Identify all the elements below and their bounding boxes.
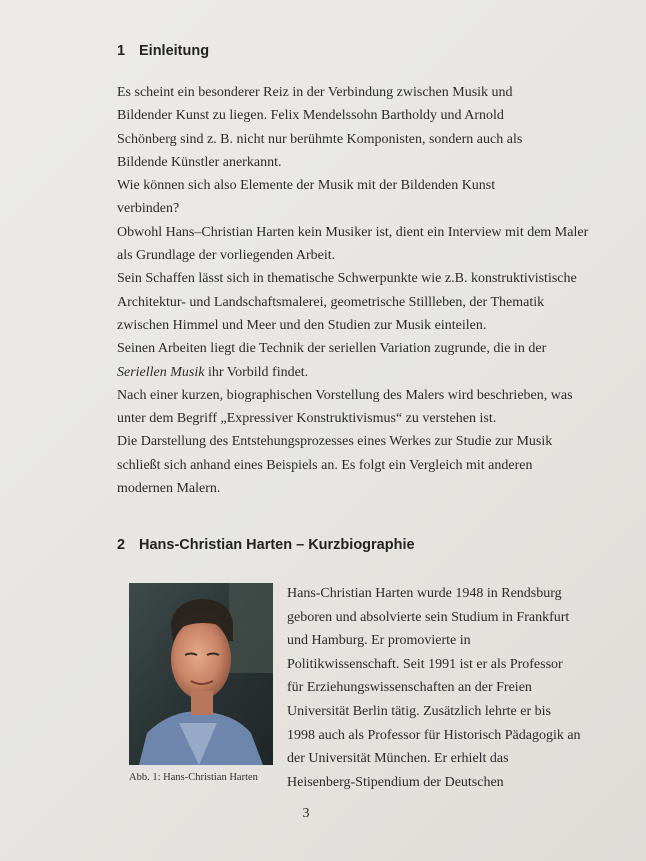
text-line: Nach einer kurzen, biographischen Vorstellung des Malers wird beschrieben, was: [117, 387, 573, 403]
text-line: Hans-Christian Harten wurde 1948 in Rendsburg: [287, 586, 562, 601]
section-heading-kurzbiographie: [117, 537, 415, 553]
text-line: und Hamburg. Er promovierte in: [287, 633, 471, 649]
text-line: Bildender Kunst zu liegen. Felix Mendelssohn Bartholdy und Arnold: [117, 108, 504, 124]
text-line: geboren und absolvierte sein Studium in Frankfurt: [287, 609, 570, 625]
section-heading-einleitung: [117, 43, 209, 59]
section-title: Einleitung: [139, 43, 210, 59]
italic-term: Seriellen Musik: [117, 364, 205, 380]
text-line: verbinden?: [117, 201, 180, 217]
text-line: Schönberg sind z. B. nicht nur berühmte Komponisten, sondern auch als: [117, 131, 523, 147]
text-line: modernen Malern.: [117, 481, 221, 497]
text-fragment: ihr Vorbild findet.: [204, 364, 309, 380]
page-number: 3: [302, 806, 310, 821]
text-line: zwischen Himmel und Meer und den Studien zur Musik einteilen.: [117, 317, 487, 333]
text-line: unter dem Begriff „Expressiver Konstruktivismus“ zu verstehen ist.: [117, 411, 497, 427]
text-line: für Erziehungswissenschaften an der Freien: [287, 680, 532, 696]
text-line: Obwohl Hans–Christian Harten kein Musiker ist, dient ein Interview mit dem Maler: [117, 224, 589, 240]
biography-paragraph: [287, 582, 581, 794]
text-line: Wie können sich also Elemente der Musik mit der Bildenden Kunst: [117, 178, 496, 194]
text-line: Heisenberg-Stipendium der Deutschen: [287, 774, 504, 790]
text-line: Politikwissenschaft. Seit 1991 ist er als Professor: [287, 656, 563, 672]
introduction-paragraph: [117, 81, 587, 500]
text-line: Seinen Arbeiten liegt die Technik der seriellen Variation zugrunde, die in der: [117, 341, 547, 357]
text-line: Architektur- und Landschaftsmalerei, geometrische Stillleben, der Thematik: [117, 294, 545, 310]
text-line: als Grundlage der vorliegenden Arbeit.: [117, 248, 336, 264]
portrait-image: [129, 583, 273, 765]
text-line: [117, 361, 587, 384]
text-line: der Universität München. Er erhielt das: [287, 751, 509, 767]
text-line: Universität Berlin tätig. Zusätzlich lehrte er bis: [287, 703, 551, 719]
text-line: 1998 auch als Professor für Historisch Pädagogik an: [287, 727, 581, 743]
photo-caption: Abb. 1: Hans-Christian Harten: [129, 772, 258, 783]
text-line: Es scheint ein besonderer Reiz in der Verbindung zwischen Musik und: [117, 85, 513, 100]
portrait-photo: [129, 583, 273, 765]
text-line: Sein Schaffen lässt sich in thematische Schwerpunkte wie z.B. konstruktivistische: [117, 271, 577, 287]
section-title: Hans-Christian Harten – Kurzbiographie: [139, 537, 415, 553]
section-number: 1: [117, 43, 126, 59]
text-line: Die Darstellung des Entstehungsprozesses eines Werkes zur Studie zur Musik: [117, 434, 553, 450]
text-line: schließt sich anhand eines Beispiels an. Es folgt ein Vergleich mit anderen: [117, 457, 533, 473]
text-line: Bildende Künstler anerkannt.: [117, 154, 282, 170]
section-number: 2: [117, 537, 126, 553]
